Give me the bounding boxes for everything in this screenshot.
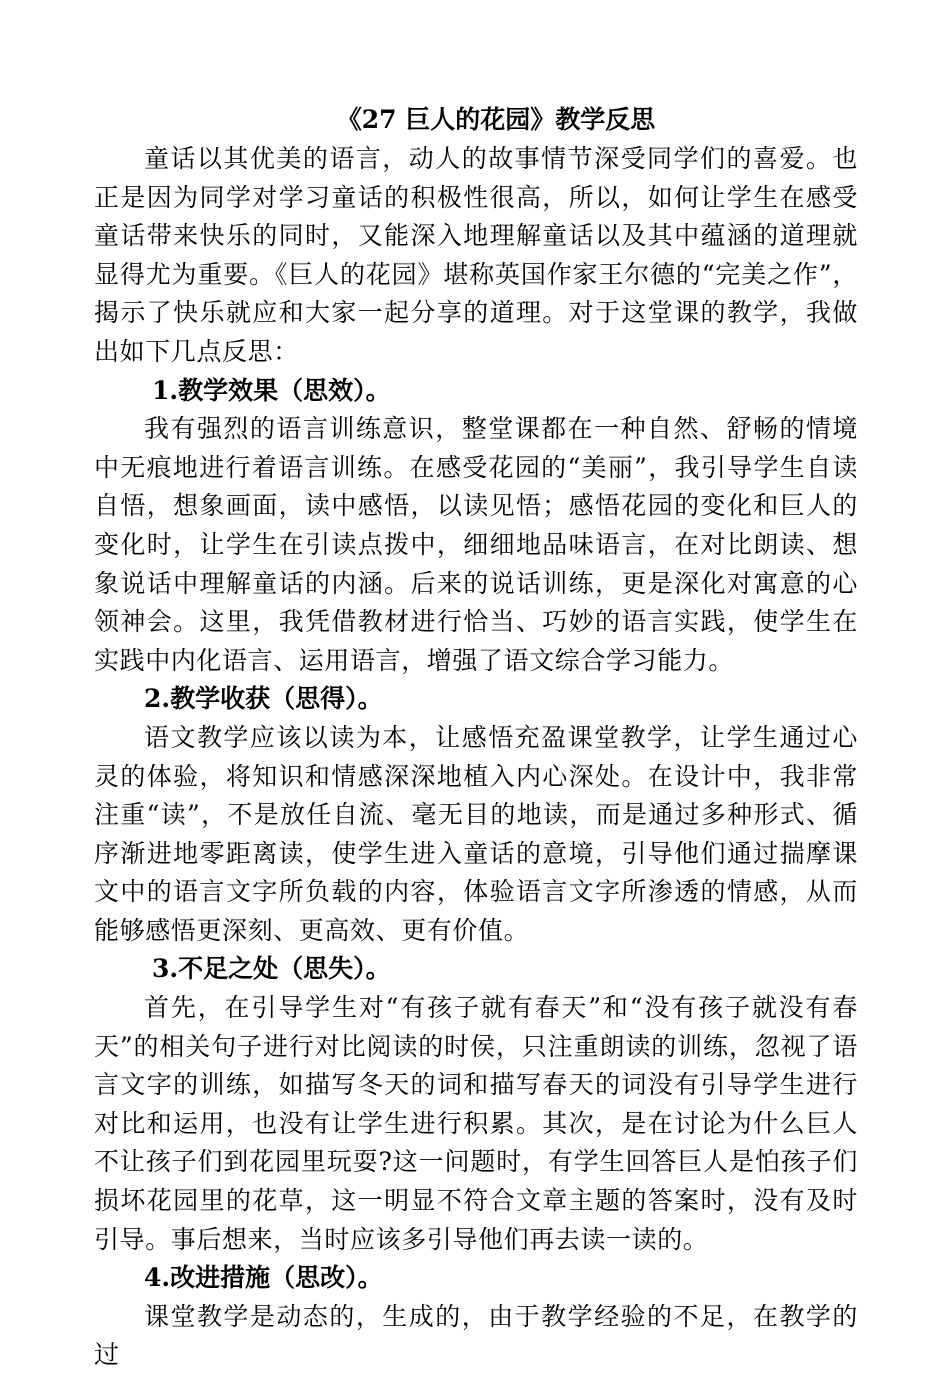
section-body: 首先，在引导学生对“有孩子就有春天”和“没有孩子就没有春天”的相关句子进行对比阅读的时侯，只注重朗读的训练，忽视了语言文字的训练，如描写冬天的词和描写春天的词没有引导学生进行对比和运用，也没有让学生进行积累。其次，是在讨论为什么巨人不让孩子们到花园里玩耍?这一问题时，有学生回答巨人是怕孩子们损坏花园里的花草，这一明显不符合文章主题的答案时，没有及时引导。事后想来，当时应该多引导他们再去读一读的。	[94, 993, 858, 1254]
section-improvement	[94, 1259, 858, 1375]
section-effect	[94, 372, 858, 681]
intro-paragraph: 童话以其优美的语言，动人的故事情节深受同学们的喜爱。也正是因为同学对学习童话的积极性很高，所以，如何让学生在感受童话带来快乐的同时，又能深入地理解童话以及其中蕴涵的道理就显得尤为重要。《巨人的花园》堪称英国作家王尔德的“完美之作”，揭示了快乐就应和大家一起分享的道理。对于这堂课的教学，我做出如下几点反思：	[94, 144, 858, 366]
section-heading: 1.教学效果（思效）。	[152, 375, 391, 405]
section-heading: 3.不足之处（思失）。	[152, 954, 391, 984]
document-page	[94, 100, 858, 1375]
section-body: 我有强烈的语言训练意识，整堂课都在一种自然、舒畅的情境中无痕地进行着语言训练。在感受花园的“美丽”，我引导学生自读自悟，想象画面，读中感悟，以读见悟；感悟花园的变化和巨人的变化时，让学生在引读点拨中，细细地品味语言，在对比朗读、想象说话中理解童话的内涵。后来的说话训练，更是深化对寓意的心领神会。这里，我凭借教材进行恰当、巧妙的语言实践，使学生在实践中内化语言、运用语言，增强了语文综合学习能力。	[94, 414, 858, 675]
section-heading: 4.改进措施（思改）。	[144, 1263, 383, 1293]
section-shortcoming	[94, 950, 858, 1259]
section-body: 课堂教学是动态的，生成的，由于教学经验的不足，在教学的过	[94, 1301, 858, 1370]
document-title: 《27 巨人的花园》教学反思	[336, 105, 656, 134]
section-gain	[94, 680, 858, 950]
section-heading: 2.教学收获（思得）。	[144, 684, 383, 714]
section-body: 语文教学应该以读为本，让感悟充盈课堂教学，让学生通过心灵的体验，将知识和情感深深地植入内心深处。在设计中，我非常注重“读”，不是放任自流、毫无目的地读，而是通过多种形式、循序渐进地零距离读，使学生进入童话的意境，引导他们通过揣摩课文中的语言文字所负载的内容，体验语言文字所渗透的情感，从而能够感悟更深刻、更高效、更有价值。	[94, 722, 858, 945]
